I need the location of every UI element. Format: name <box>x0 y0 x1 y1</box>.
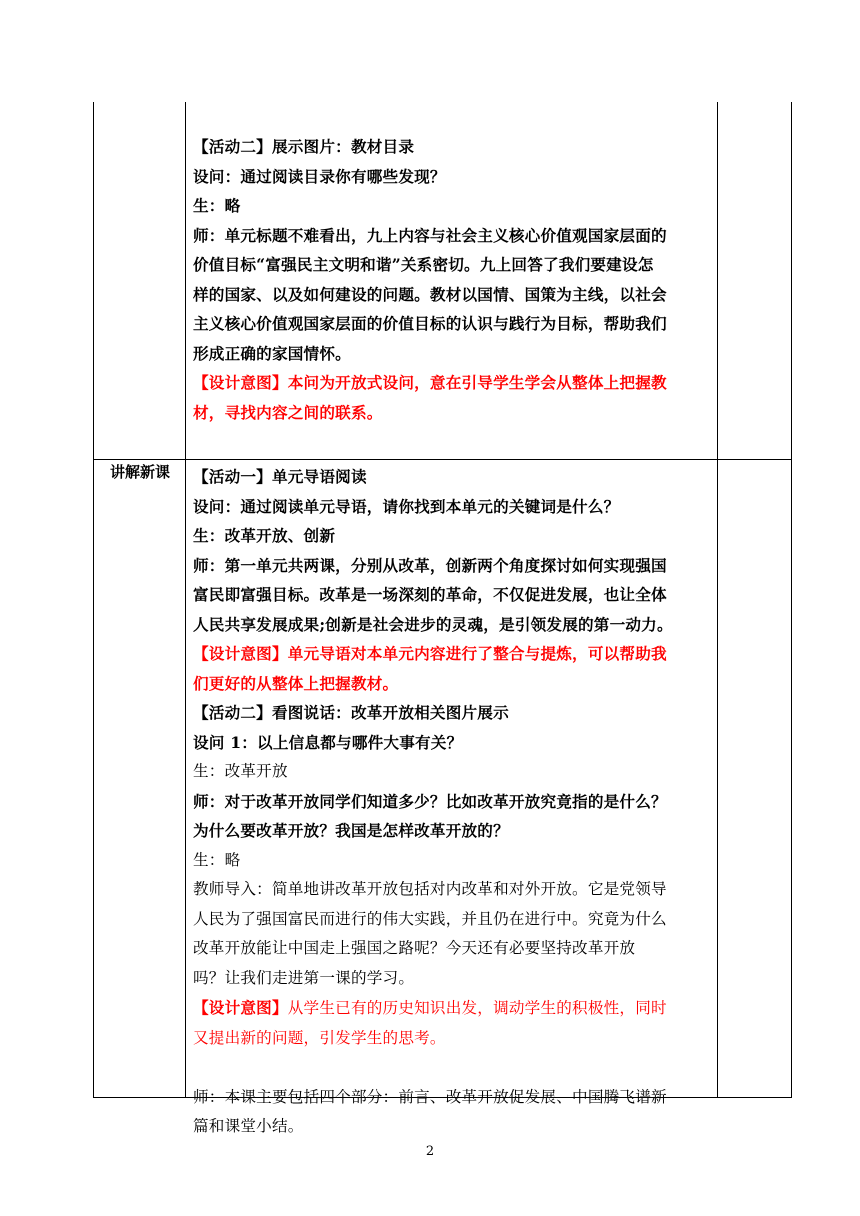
table-border-col2 <box>717 102 718 1098</box>
text-line: 设问：通过阅读单元导语，请你找到本单元的关键词是什么？ <box>193 496 620 516</box>
text-line: 主义核心价值观国家层面的价值目标的认识与践行为目标，帮助我们 <box>193 314 667 333</box>
text-line: 【活动一】单元导语阅读 <box>193 467 367 486</box>
text-line: 改革开放能让中国走上强国之路呢？今天还有必要坚持改革开放 <box>193 939 636 957</box>
text-line: 形成正确的家国情怀。 <box>193 343 351 363</box>
text-line: 【设计意图】本问为开放式设问，意在引导学生学会从整体上把握教 <box>193 373 667 392</box>
text-line: 样的国家、以及如何建设的问题。教材以国情、国策为主线，以社会 <box>193 284 667 304</box>
text-line: 又提出新的问题，引发学生的思考。 <box>193 1028 446 1047</box>
design-intent-tag: 【设计意图】 <box>193 998 288 1017</box>
row2-content-cell <box>193 462 713 1142</box>
text-line: 【设计意图】单元导语对本单元内容进行了整合与提炼，可以帮助我 <box>193 644 667 663</box>
text-line: 师：单元标题不难看出，九上内容与社会主义核心价值观国家层面的 <box>193 225 667 245</box>
text-line: 吗？让我们走进第一课的学习。 <box>193 968 415 987</box>
table-border-left <box>93 102 94 1098</box>
design-intent-text: 从学生已有的历史知识出发，调动学生的积极性，同时 <box>287 999 667 1017</box>
text-line: 【活动二】展示图片：教材目录 <box>193 137 415 156</box>
text-line: 篇和课堂小结。 <box>193 1117 304 1135</box>
text-line <box>193 1053 713 1083</box>
text-line: 为什么要改革开放？我国是怎样改革开放的？ <box>193 821 509 840</box>
text-line: 们更好的从整体上把握教材。 <box>193 673 399 693</box>
text-line: 人民为了强国富民而进行的伟大实践，并且仍在进行中。究竟为什么 <box>193 909 667 928</box>
text-line: 生：略 <box>193 196 241 215</box>
text-line: 生：改革开放、创新 <box>193 526 336 545</box>
row1-content-cell <box>193 132 713 427</box>
text-line: 设问 1：以上信息都与哪件大事有关？ <box>193 732 463 752</box>
text-line: 生：改革开放 <box>193 762 288 780</box>
text-line: 师：第一单元共两课，分别从改革，创新两个角度探讨如何实现强国 <box>193 555 667 575</box>
text-line: 教师导入：简单地讲改革开放包括对内改革和对外开放。它是党领导 <box>193 880 667 898</box>
row2-label: 讲解新课 <box>109 463 170 481</box>
text-line <box>193 993 713 1024</box>
text-line: 生：略 <box>193 850 241 869</box>
text-line: 师：本课主要包括四个部分：前言、改革开放促发展、中国腾飞谱新 <box>193 1087 667 1106</box>
table-row-divider <box>93 459 792 460</box>
text-line: 价值目标“富强民主文明和谐”关系密切。九上回答了我们要建设怎 <box>193 255 654 274</box>
page-number: 2 <box>425 1144 435 1159</box>
text-line: 材，寻找内容之间的联系。 <box>193 402 383 422</box>
table-border-right <box>791 102 792 1098</box>
text-line: 师：对于改革开放同学们知道多少？比如改革开放究竟指的是什么？ <box>193 791 667 811</box>
text-line: 【活动二】看图说话：改革开放相关图片展示 <box>193 703 509 722</box>
table-border-col1 <box>185 102 186 1098</box>
text-line: 人民共享发展成果;创新是社会进步的灵魂，是引领发展的第一动力。 <box>193 614 673 634</box>
text-line: 富民即富强目标。改革是一场深刻的革命，不仅促进发展，也让全体 <box>193 585 667 604</box>
text-line: 设问：通过阅读目录你有哪些发现？ <box>193 166 446 186</box>
